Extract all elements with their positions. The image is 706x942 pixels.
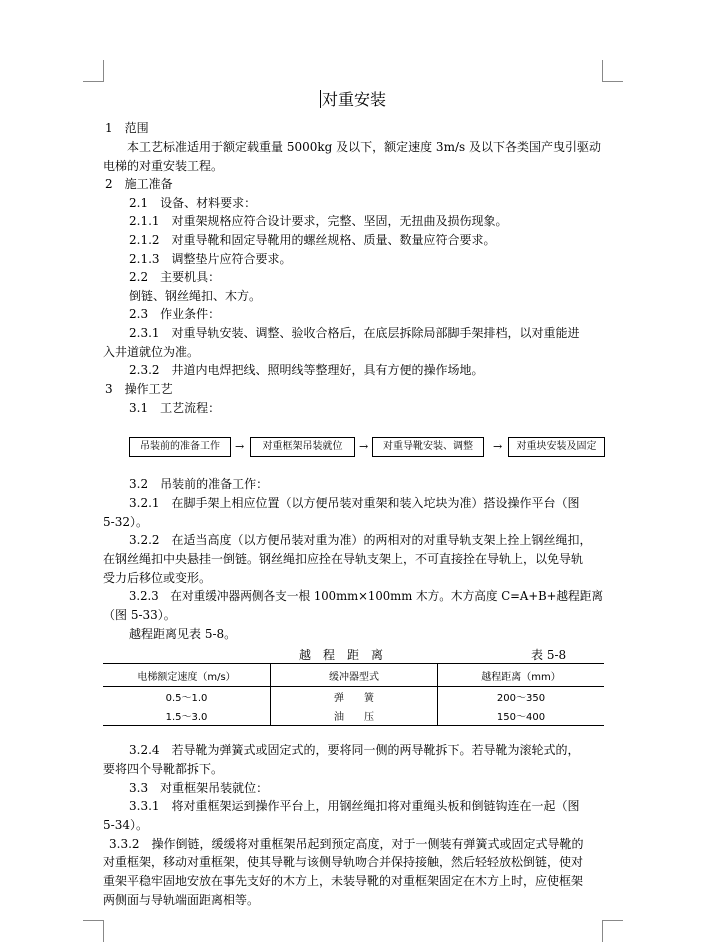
paragraph-line: 对重框架，移动对重框架，使其导靴与该侧导轨吻合并保持接触，然后轻轻放松倒链，使对: [103, 855, 584, 869]
paragraph-line: 2.3 作业条件：: [129, 307, 221, 321]
flow-arrow: →: [359, 440, 369, 453]
paragraph-line: 电梯的对重安装工程。: [103, 159, 224, 173]
paragraph-line: 受力后移位或变形。: [103, 571, 212, 585]
paragraph-line: 本工艺标准适用于额定载重量 5000kg 及以下，额定速度 3m/s 及以下各类国产曳引驱动: [127, 140, 601, 154]
flow-step-4: 对重块安装及固定: [508, 437, 605, 457]
table-cell: 油 压: [271, 706, 438, 726]
paragraph-line: 3.3 对重框架吊装就位：: [129, 781, 269, 795]
paragraph-line: 2.2 主要机具：: [129, 270, 221, 284]
table-cell: 1.5～3.0: [103, 706, 271, 726]
paragraph-line: 入井道就位为准。: [103, 345, 200, 359]
paragraph-line: 在钢丝绳扣中央悬挂一倒链。钢丝绳扣应拴在导轨支架上，不可直接拴在导轨上，以免导轨: [103, 552, 584, 566]
table-cell: 200～350: [496, 693, 546, 704]
paragraph-line: 3.2.3 在对重缓冲器两侧各支一根 100mm×100mm 木方。木方高度 C=A+B+越程距离: [129, 589, 604, 603]
table-header: 电梯额定速度（m/s）: [103, 664, 271, 687]
table-header-row: [103, 664, 604, 687]
crop-mark-tr-h: [602, 81, 623, 82]
heading-1: 1 范围: [105, 121, 149, 135]
heading-2: 2 施工准备: [105, 177, 173, 191]
page-title: 对重安装: [321, 90, 386, 109]
table-row: [103, 706, 604, 726]
heading-3: 3 操作工艺: [105, 382, 173, 396]
table-number: 表 5-8: [531, 648, 567, 662]
flow-step-3: 对重导靴安装、调整: [372, 437, 484, 457]
table-header: 缓冲器型式: [271, 664, 438, 687]
paragraph-line: 倒链、钢丝绳扣、木方。: [129, 289, 262, 303]
paragraph-line: 3.2.2 在适当高度（以方便吊装对重为准）的两相对的对重导轨支架上拴上钢丝绳扣，: [129, 533, 592, 547]
paragraph-line: 3.2 吊装前的准备工作：: [129, 477, 269, 491]
crop-mark-tl-v: [103, 60, 104, 82]
paragraph-line: 重架平稳牢固地安放在事先支好的木方上，未装导靴的对重框架固定在木方上时，应使框架: [103, 874, 584, 888]
crop-mark-tr-v: [602, 60, 603, 82]
paragraph-line: 要将四个导靴都拆下。: [103, 762, 224, 776]
paragraph-line: 3.2.1 在脚手架上相应位置（以方便吊装对重架和装入坨块为准）搭设操作平台（图: [129, 496, 580, 510]
table-title: 越 程 距 离: [299, 648, 384, 662]
paragraph-line: 3.3.1 将对重框架运到操作平台上，用钢丝绳扣将对重绳头板和倒链钩连在一起（图: [129, 799, 580, 813]
paragraph-line: 2.3.1 对重导轨安装、调整、验收合格后，在底层拆除局部脚手架排档，以对重能进: [129, 326, 580, 340]
table-cell: 150～400: [438, 706, 605, 726]
crop-mark-br-v: [602, 920, 603, 942]
table-cell: 0.5～1.0: [103, 687, 271, 707]
process-flow: [103, 437, 603, 457]
crop-mark-br-h: [602, 920, 623, 921]
flow-step-1: 吊装前的准备工作: [129, 437, 231, 457]
paragraph-line: 5-32）。: [103, 515, 148, 529]
paragraph-line: （图 5-33）。: [103, 608, 176, 622]
paragraph-line: 2.1 设备、材料要求：: [129, 196, 257, 210]
crop-mark-bl-h: [83, 920, 104, 921]
paragraph-line: 两侧面与导轨端面距离相等。: [103, 893, 260, 907]
flow-arrow: →: [235, 440, 245, 453]
flow-step-2: 对重框架吊装就位: [250, 437, 355, 457]
table-row: [103, 687, 604, 707]
paragraph-line: 2.3.2 井道内电焊把线、照明线等整理好，具有方便的操作场地。: [129, 363, 484, 377]
flow-arrow: →: [493, 440, 503, 453]
paragraph-line: 2.1.1 对重架规格应符合设计要求，完整、坚固，无扭曲及损伤现象。: [129, 214, 508, 228]
paragraph-line: 2.1.3 调整垫片应符合要求。: [129, 252, 292, 266]
paragraph-line: 3.3.2 操作倒链，缓缓将对重框架吊起到预定高度，对于一侧装有弹簧式或固定式导靴的: [109, 837, 584, 851]
crop-mark-bl-v: [103, 920, 104, 942]
text-cursor: [320, 90, 321, 108]
overtravel-table: [103, 663, 604, 726]
crop-mark-tl-h: [83, 81, 104, 82]
paragraph-line: 5-34）。: [103, 818, 148, 832]
paragraph-line: 2.1.2 对重导靴和固定导靴用的螺丝规格、质量、数量应符合要求。: [129, 233, 496, 247]
paragraph-line: 3.1 工艺流程：: [129, 401, 221, 415]
paragraph-line: 3.2.4 若导靴为弹簧式或固定式的，要将同一侧的两导靴拆下。若导靴为滚轮式的，: [129, 743, 580, 757]
table-header: 越程距离（mm）: [438, 664, 605, 687]
paragraph-line: 越程距离见表 5-8。: [129, 627, 237, 641]
table-cell: 弹 簧: [271, 687, 438, 707]
